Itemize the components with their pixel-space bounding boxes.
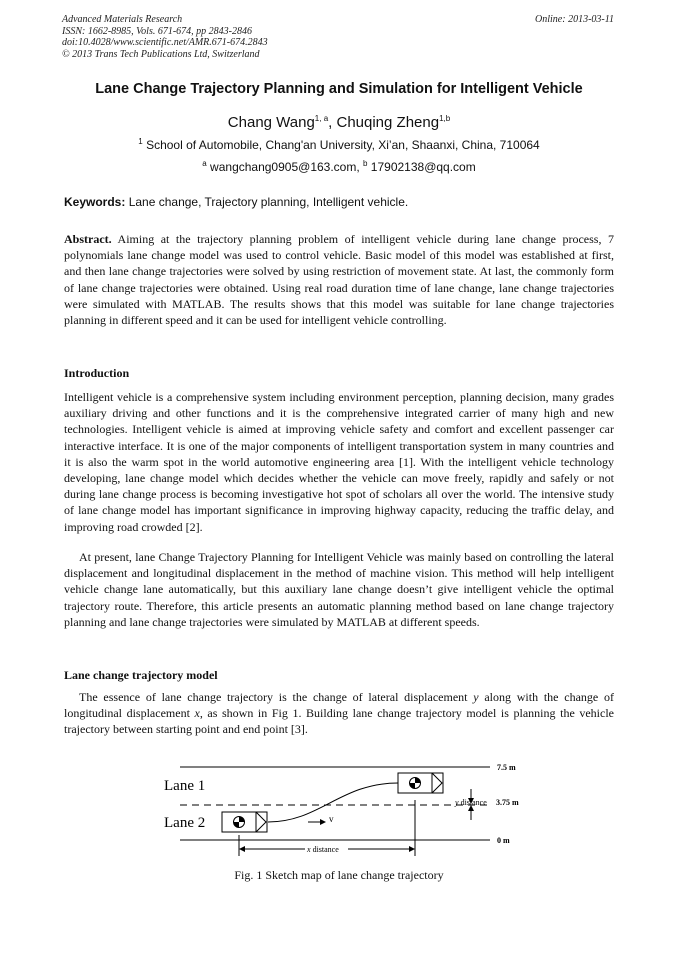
y-distance-label: [454, 798, 487, 807]
lctm-var-y: y: [473, 690, 479, 704]
vehicle-end: [398, 773, 443, 793]
lctm-text-a: The essence of lane change trajectory is the change of lateral displacement: [79, 690, 474, 704]
level-3-75m-label: 3.75 m: [496, 798, 519, 807]
x-distance-label: [306, 845, 339, 854]
journal-name: Advanced Materials Research: [62, 14, 183, 25]
abstract-label: Abstract.: [64, 232, 112, 246]
email-a: wangchang0905@163.com,: [206, 160, 364, 174]
abstract-paragraph: [64, 231, 614, 328]
lane-2-label: Lane 2: [164, 815, 206, 831]
online-date: Online: 2013-03-11: [535, 14, 614, 25]
author-2-sup: 1,b: [439, 114, 451, 123]
affiliation-sup: 1: [138, 137, 143, 146]
lane-1-label: Lane 1: [164, 778, 206, 794]
journal-header: [62, 14, 268, 60]
abstract-text: Aiming at the trajectory planning problem of intelligent vehicle during lane change process, 7 polynomials lane change model was used to control vehicle. Basic model of this model was established at first, and then lane change trajectories were solved by using restriction of movement state. At last, the commonly form of lane change trajectories were obtained. Using real road duration time of lane change, lane change trajectories were simulated with MATLAB. The results shows that this model was suitable for lane change trajectories planning in different speed and it can be used for intelligent vehicle controlling.: [64, 232, 614, 328]
x-distance-word: distance: [310, 845, 339, 854]
velocity-arrow: [308, 819, 326, 825]
author-2-name: Chuqing Zheng: [336, 114, 440, 131]
y-distance-var: y: [455, 798, 459, 807]
introduction-paragraph-2: At present, lane Change Trajectory Planning for Intelligent Vehicle was mainly based on controlling the lateral displacement and longitudinal displacement in the method of machine vision. This method will help intelligent vehicle change lane automatically, but this auxiliary lane change doesn’t give intelligent vehicle the optimal trajectory route. Therefore, this article presents an automatic planning method based on lane change trajectory planning and lane change trajectories were simulated by MATLAB at different speeds.: [64, 550, 614, 629]
lane-change-model-paragraph: [64, 689, 614, 738]
email-line: [0, 160, 678, 174]
paper-title: Lane Change Trajectory Planning and Simulation for Intelligent Vehicle: [95, 81, 583, 97]
doi-line: doi:10.4028/www.scientific.net/AMR.671-674.2843: [62, 37, 268, 48]
author-separator: ,: [328, 114, 337, 131]
velocity-label: v: [329, 814, 334, 824]
email-b-sup: b: [363, 159, 368, 168]
keywords-label: Keywords:: [64, 195, 126, 209]
keywords-line: [64, 195, 408, 209]
lane-change-model-heading: Lane change trajectory model: [64, 668, 218, 682]
lane-change-figure: [150, 760, 530, 870]
lctm-text-b: along with the change of longitudinal displacement: [64, 690, 614, 721]
lctm-text-c: , as shown in Fig 1. Building lane change trajectory model is planning the vehicle trajectory between starting point and end point [3].: [64, 706, 615, 737]
introduction-heading: Introduction: [64, 366, 130, 380]
author-1-sup: 1, a: [314, 114, 329, 123]
email-b: 17902138@qq.com: [367, 160, 476, 174]
wheel-icon: [234, 817, 245, 828]
figure-caption: Fig. 1 Sketch map of lane change trajectory: [234, 868, 444, 882]
y-distance-word: distance: [458, 798, 487, 807]
wheel-icon: [410, 778, 421, 789]
level-7-5m-label: 7.5 m: [497, 763, 516, 772]
introduction-paragraph-1: Intelligent vehicle is a comprehensive system including environment perception, planning decision, many grades auxiliary driving and other functions and it is the comprehensive integrated carrier of many high and new technologies. Intelligent vehicle is aimed at improving vehicle safety and comfort and excellent passenger car interactive interface. It is one of the major components of intelligent transportation system in many countries and it is also the warm spot in the world automotive engineering area [1]. With the intelligent vehicle technology developing, lane change model which decides whether the vehicle can move freely, rapidly and safely or not during lane change process is becoming investigative hot spot of scholars all over the world. The intensive study of lane change model has important significance in improving highway capacity, reducing the traffic delay, and improving road crowded [2].: [64, 390, 614, 534]
issn-line: ISSN: 1662-8985, Vols. 671-674, pp 2843-2846: [62, 25, 252, 37]
authors-line: [0, 114, 678, 131]
author-1-name: Chang Wang: [227, 114, 315, 131]
copyright-line: © 2013 Trans Tech Publications Ltd, Switzerland: [62, 48, 260, 60]
vehicle-start: [222, 812, 267, 832]
affiliation-line: [0, 138, 678, 152]
level-0m-label: 0 m: [497, 836, 510, 845]
lctm-var-x: x: [194, 706, 200, 721]
keywords-text: Lane change, Trajectory planning, Intelligent vehicle.: [125, 195, 409, 209]
x-distance-var: x: [307, 845, 311, 854]
affiliation-text: School of Automobile, Chang'an University, Xi’an, Shaanxi, China, 710064: [142, 138, 540, 152]
email-a-sup: a: [202, 159, 207, 168]
